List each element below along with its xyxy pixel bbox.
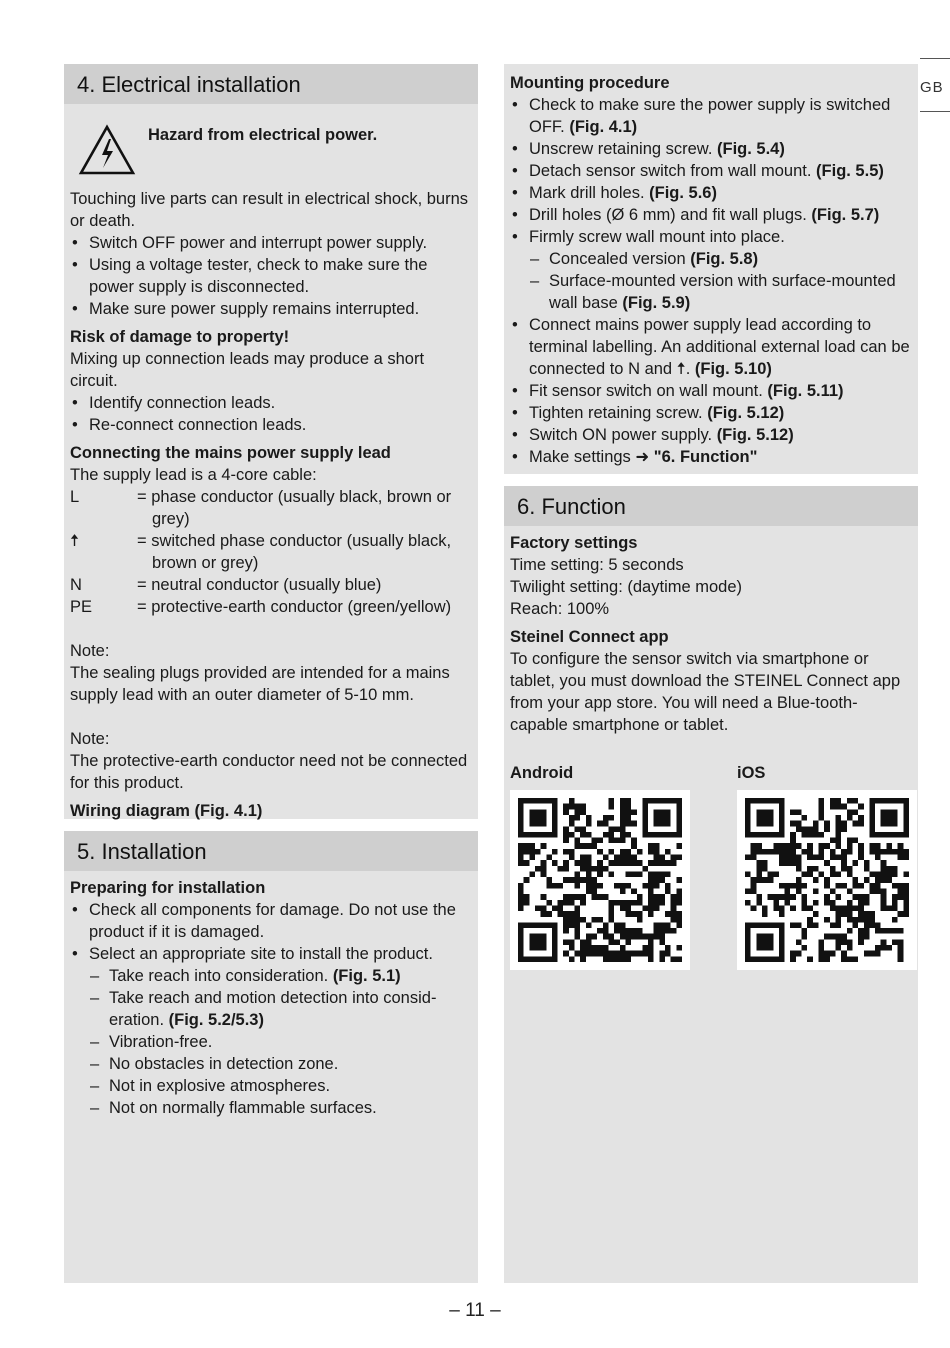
list-item: • Switch ON power supply. (Fig. 5.12) [510,424,912,446]
section-installation [64,831,478,1283]
conductor-symbol: 🠅 [70,532,80,550]
conductor-row [70,486,472,530]
site-criteria-list [70,965,472,1119]
list-item: – Concealed version (Fig. 5.8) [529,248,912,270]
ios-qr-code[interactable] [737,790,917,970]
conductor-desc: = switched phase conductor (usually black, brown or grey) [137,532,452,572]
conductor-row [70,596,472,618]
hazard-warning [70,116,472,188]
note-label: Note: [70,642,110,660]
list-item: • Mark drill holes. (Fig. 5.6) [510,182,912,204]
factory-setting-line: Time setting: 5 seconds [510,556,684,574]
list-item: • Select an appropriate site to install the product. [70,943,472,965]
conductor-symbol: PE [70,598,93,616]
page-number: – 11 – [449,1300,501,1321]
list-item: • Fit sensor switch on wall mount. (Fig. 5.11) [510,380,912,402]
list-item: • Check all components for damage. Do not use the product if it is damaged. [70,899,472,943]
mounting-steps [510,94,912,468]
risk-text: Mixing up connection leads may produce a short circuit. [70,350,425,390]
section-heading: 6. Function [504,486,918,526]
mounting-variants [529,248,912,314]
app-text: To configure the sensor switch via smartphone or tablet, you must download the STEINEL Connect app from your app store. You will need a Blue-tooth-capable smartphone or tablet. [510,650,901,734]
hazard-title: Hazard from electrical power. [148,126,378,144]
factory-setting-line: Twilight setting: (daytime mode) [510,578,743,596]
android-label: Android [510,764,574,782]
list-item: – Not on normally flammable surfaces. [70,1097,472,1119]
list-item: – Take reach into consideration. (Fig. 5.1) [70,965,472,987]
prep-title: Preparing for installation [70,879,266,897]
section-function [504,486,918,1283]
ios-label: iOS [737,764,766,782]
conductor-desc: = neutral conductor (usually blue) [137,576,382,594]
wiring-diagram-ref: Wiring diagram (Fig. 4.1) [70,802,263,820]
list-item: • Drill holes (Ø 6 mm) and fit wall plugs. (Fig. 5.7) [510,204,912,226]
section-heading: 5. Installation [64,831,478,871]
list-item: – Not in explosive atmospheres. [70,1075,472,1097]
ios-qr-block [737,762,765,784]
conductor-symbol: L [70,488,80,506]
list-item: • Re-connect connection leads. [70,414,472,436]
list-item: • Make sure power supply remains interrupted. [70,298,472,320]
risk-list [70,392,472,436]
prep-list [70,899,472,965]
list-item: • Make settings ➜ "6. Function" [510,446,912,468]
section-mounting-procedure [504,64,918,474]
list-item: – No obstacles in detection zone. [70,1053,472,1075]
mains-intro: The supply lead is a 4-core cable: [70,466,317,484]
list-item: • Check to make sure the power supply is switched OFF. (Fig. 4.1) [510,94,912,138]
risk-title: Risk of damage to property! [70,328,290,346]
list-item: • Identify connection leads. [70,392,472,414]
hazard-text: Touching live parts can result in electrical shock, burns or death. [70,190,469,230]
conductor-desc: = protective-earth conductor (green/yellow) [137,598,452,616]
android-qr-code[interactable] [510,790,690,970]
mains-title: Connecting the mains power supply lead [70,444,391,462]
list-item: – Take reach and motion detection into consid-eration. (Fig. 5.2/5.3) [70,987,472,1031]
section-electrical-installation [64,64,478,819]
list-item: • Using a voltage tester, check to make sure the power supply is disconnected. [70,254,472,298]
language-tab [920,58,950,112]
list-item: • Unscrew retaining screw. (Fig. 5.4) [510,138,912,160]
qr-codes [510,762,910,972]
note-label: Note: [70,730,110,748]
conductor-row [70,574,472,596]
conductor-desc: = phase conductor (usually black, brown or grey) [137,488,452,528]
android-qr-block [510,762,573,784]
list-item: • Connect mains power supply lead according to terminal labelling. An additional external load can be connected to N and 🠅. (Fig. 5.10) [510,314,912,380]
list-item: • Firmly screw wall mount into place. – Concealed version (Fig. 5.8) – Surface-mounted version with surface-mounted wall base (Fig. 5.9) [510,226,912,314]
note-text: The sealing plugs provided are intended for a mains supply lead with an outer diameter of 5-10 mm. [70,664,450,704]
hazard-list [70,232,472,320]
list-item: – Vibration-free. [70,1031,472,1053]
conductor-symbol: N [70,576,82,594]
factory-setting-line: Reach: 100% [510,600,610,618]
list-item: • Tighten retaining screw. (Fig. 5.12) [510,402,912,424]
list-item: – Surface-mounted version with surface-mounted wall base (Fig. 5.9) [529,270,912,314]
conductor-row [70,530,472,574]
mounting-title: Mounting procedure [510,74,670,92]
list-item: • Detach sensor switch from wall mount. (Fig. 5.5) [510,160,912,182]
high-voltage-warning-icon [78,124,136,176]
app-title: Steinel Connect app [510,628,669,646]
section-heading: 4. Electrical installation [64,64,478,104]
list-item: • Switch OFF power and interrupt power supply. [70,232,472,254]
language-code: GB [920,79,944,96]
note-text: The protective-earth conductor need not be connected for this product. [70,752,468,792]
factory-settings-title: Factory settings [510,534,638,552]
